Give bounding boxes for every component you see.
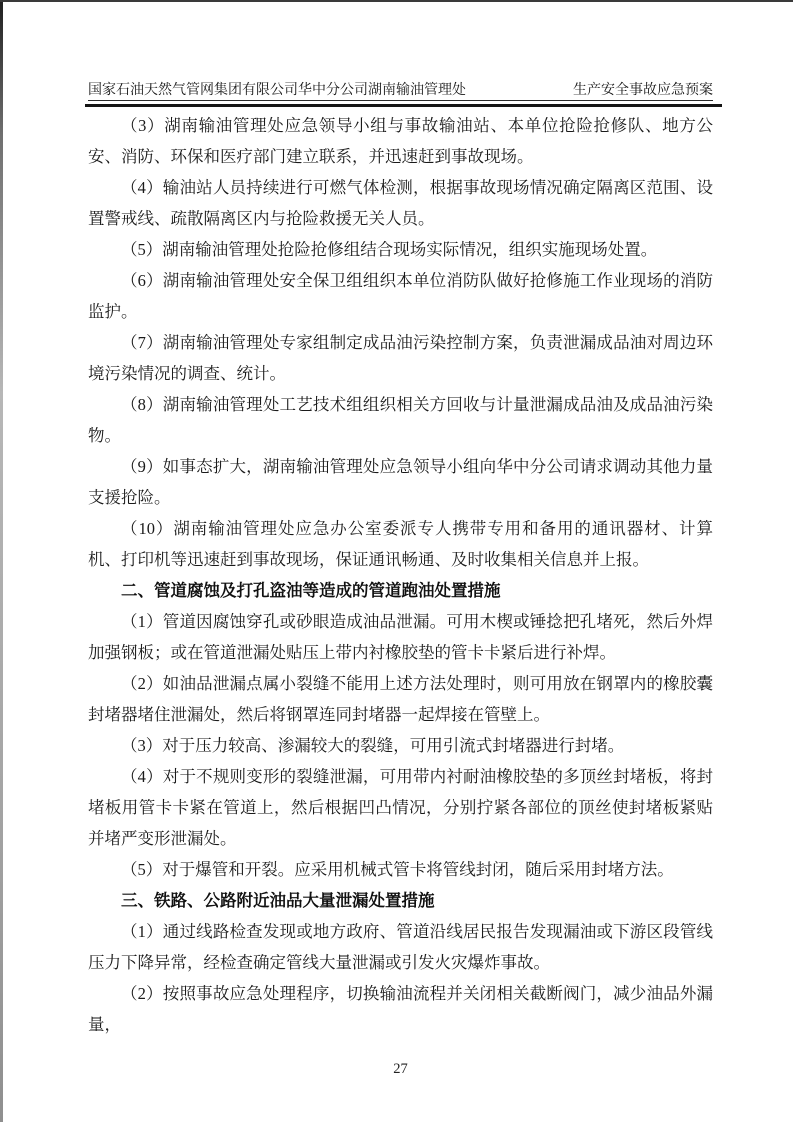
body-paragraph: （9）如事态扩大，湖南输油管理处应急领导小组向华中分公司请求调动其他力量支援抢险。 xyxy=(88,456,713,507)
body-paragraph: （2）如油品泄漏点属小裂缝不能用上述方法处理时，则可用放在钢罩内的橡胶囊封堵器堵住泄漏处，然后将钢罩连同封堵器一起焊接在管壁上。 xyxy=(88,673,713,724)
body-paragraph: （5）湖南输油管理处抢险抢修组结合现场实际情况，组织实施现场处置。 xyxy=(121,239,658,259)
body-paragraph: （5）对于爆管和开裂。应采用机械式管卡将管线封闭，随后采用封堵方法。 xyxy=(121,859,674,879)
section-heading: 二、管道腐蚀及打孔盗油等造成的管道跑油处置措施 xyxy=(121,580,501,600)
body-paragraph: （8）湖南输油管理处工艺技术组组织相关方回收与计量泄漏成品油及成品油污染物。 xyxy=(88,394,713,445)
scan-edge-top xyxy=(0,0,793,2)
body-paragraph: （1）通过线路检查发现或地方政府、管道沿线居民报告发现漏油或下游区段管线压力下降异常，经检查确定管线大量泄漏或引发火灾爆炸事故。 xyxy=(88,921,713,972)
page-footer xyxy=(88,1061,713,1078)
body-paragraph: （4）对于不规则变形的裂缝泄漏，可用带内衬耐油橡胶垫的多顶丝封堵板，将封堵板用管卡卡紧在管道上，然后根据凹凸情况，分别拧紧各部位的顶丝使封堵板紧贴并堵严变形泄漏处。 xyxy=(88,766,713,848)
document-body xyxy=(88,110,713,1040)
header-document-title: 生产安全事故应急预案 xyxy=(573,83,713,98)
header-company-title: 国家石油天然气管网集团有限公司华中分公司湖南输油管理处 xyxy=(88,83,466,98)
section-heading: 三、铁路、公路附近油品大量泄漏处置措施 xyxy=(121,890,435,910)
body-paragraph: （4）输油站人员持续进行可燃气体检测，根据事故现场情况确定隔离区范围、设置警戒线、疏散隔离区内与抢险救援无关人员。 xyxy=(88,177,713,228)
body-paragraph: （6）湖南输油管理处安全保卫组组织本单位消防队做好抢修施工作业现场的消防监护。 xyxy=(88,270,713,321)
body-paragraph: （3）对于压力较高、渗漏较大的裂缝，可用引流式封堵器进行封堵。 xyxy=(121,735,625,755)
body-paragraph: （2）按照事故应急处理程序，切换输油流程并关闭相关截断阀门，减少油品外漏量， xyxy=(88,983,713,1034)
body-paragraph: （1）管道因腐蚀穿孔或砂眼造成油品泄漏。可用木楔或锤捻把孔堵死，然后外焊加强钢板；或在管道泄漏处贴压上带内衬橡胶垫的管卡卡紧后进行补焊。 xyxy=(88,611,713,662)
body-paragraph: （7）湖南输油管理处专家组制定成品油污染控制方案，负责泄漏成品油对周边环境污染情况的调查、统计。 xyxy=(88,332,713,383)
body-paragraph: （10）湖南输油管理处应急办公室委派专人携带专用和备用的通讯器材、计算机、打印机等迅速赶到事故现场，保证通讯畅通、及时收集相关信息并上报。 xyxy=(88,518,713,569)
body-paragraph: （3）湖南输油管理处应急领导小组与事故输油站、本单位抢险抢修队、地方公安、消防、环保和医疗部门建立联系，并迅速赶到事故现场。 xyxy=(88,115,713,166)
scan-edge-left xyxy=(0,0,3,1122)
page-content xyxy=(88,82,713,1078)
page-number: 27 xyxy=(393,1060,408,1077)
page-header xyxy=(88,82,713,101)
header-rule xyxy=(85,104,722,107)
